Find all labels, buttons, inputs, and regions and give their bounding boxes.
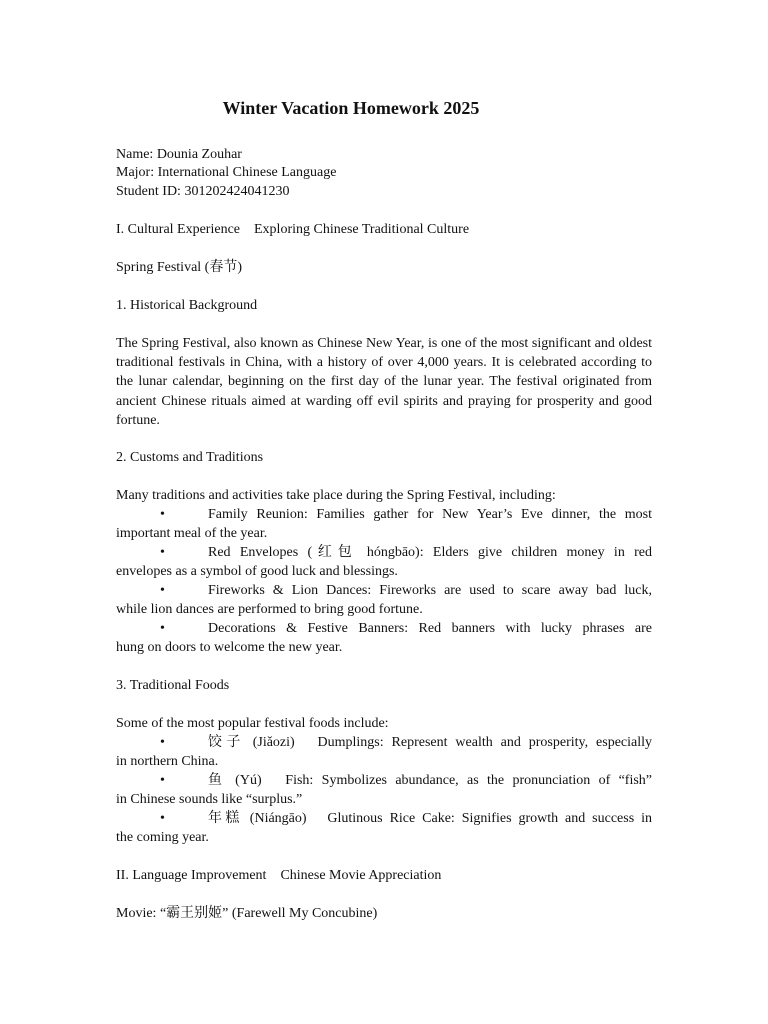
list-item-text-first: Fireworks & Lion Dances: Fireworks are used to scare away bad luck, [208, 583, 652, 598]
list-item-text-first: Family Reunion: Families gather for New Year’s Eve dinner, the most [208, 507, 652, 522]
historical-background-heading: 1. Historical Background [116, 298, 258, 313]
list-item-text-rest: in northern China. [116, 754, 219, 769]
section-heading-language-improvement: II. Language Improvement Chinese Movie Appreciation [116, 868, 442, 883]
bullet-icon: • [160, 545, 165, 560]
list-item-text-rest: important meal of the year. [116, 526, 268, 541]
bullet-icon: • [160, 811, 165, 826]
list-item-text-first: 饺子 (Jiǎozi) Dumplings: Represent wealth and prosperity, especially [208, 735, 652, 750]
list-item [116, 619, 652, 657]
list-item-text-rest: the coming year. [116, 830, 209, 845]
movie-line: Movie: “霸王别姬” (Farewell My Concubine) [116, 906, 378, 921]
foods-intro: Some of the most popular festival foods include: [116, 716, 389, 731]
customs-intro: Many traditions and activities take place during the Spring Festival, including: [116, 488, 556, 503]
list-item [116, 809, 652, 847]
student-major: Major: International Chinese Language [116, 165, 337, 180]
bullet-icon: • [160, 735, 165, 750]
list-item [116, 771, 652, 809]
bullet-icon: • [160, 773, 165, 788]
list-item-text-first: Decorations & Festive Banners: Red banners with lucky phrases are [208, 621, 652, 636]
student-id: Student ID: 301202424041230 [116, 184, 290, 199]
list-item-text-rest: envelopes as a symbol of good luck and blessings. [116, 564, 398, 579]
festival-heading: Spring Festival (春节) [116, 260, 242, 275]
list-item-text-rest: while lion dances are performed to bring good fortune. [116, 602, 423, 617]
bullet-icon: • [160, 621, 165, 636]
list-item-text-rest: in Chinese sounds like “surplus.” [116, 792, 303, 807]
list-item [116, 581, 652, 619]
traditional-foods-heading: 3. Traditional Foods [116, 678, 230, 693]
list-item-text-first: Red Envelopes (红包 hóngbāo): Elders give children money in red [208, 545, 652, 560]
student-name: Name: Dounia Zouhar [116, 147, 242, 162]
list-item-text-first: 年糕 (Niángāo) Glutinous Rice Cake: Signifies growth and success in [208, 811, 652, 826]
bullet-icon: • [160, 507, 165, 522]
document-title: Winter Vacation Homework 2025 [222, 98, 480, 118]
list-item [116, 505, 652, 543]
bullet-icon: • [160, 583, 165, 598]
section-heading-cultural-experience: I. Cultural Experience Exploring Chinese Traditional Culture [116, 222, 470, 237]
list-item [116, 733, 652, 771]
list-item [116, 543, 652, 581]
list-item-text-rest: hung on doors to welcome the new year. [116, 640, 343, 655]
historical-background-paragraph: The Spring Festival, also known as Chinese New Year, is one of the most significant and oldest traditional festivals in China, with a history of over 4,000 years. It is celebrated according to the lunar calendar, beginning on the first day of the lunar year. The festival originated from ancient Chinese rituals aimed at warding off evil spirits and praying for prosperity and good fortune. [116, 336, 652, 428]
list-item-text-first: 鱼 (Yú) Fish: Symbolizes abundance, as the pronunciation of “fish” [208, 773, 652, 788]
customs-heading: 2. Customs and Traditions [116, 450, 264, 465]
